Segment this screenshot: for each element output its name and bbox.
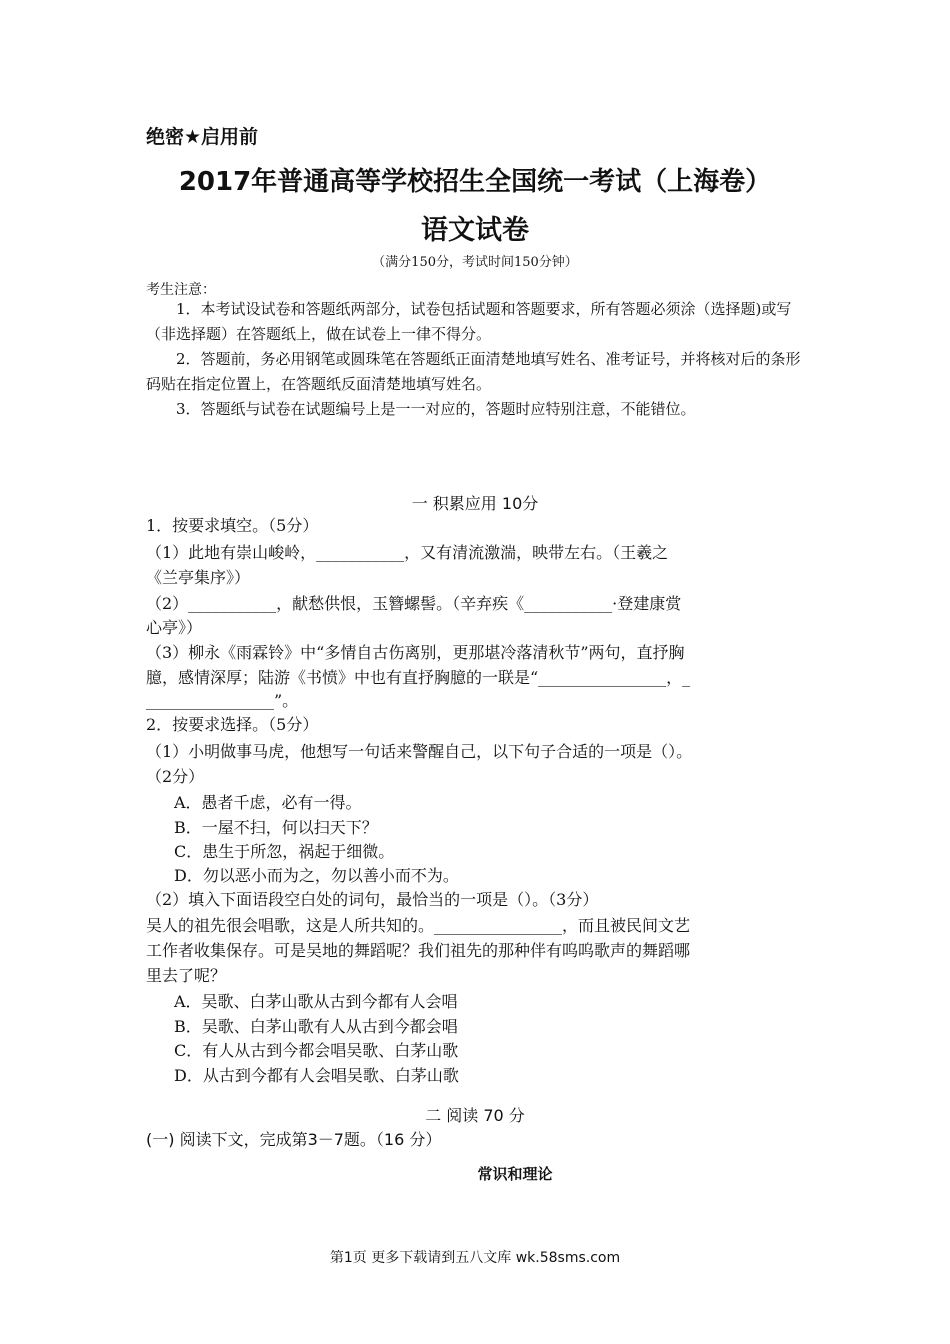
question-line: 1．按要求填空。（5分） xyxy=(146,516,319,535)
option-item: D．从古到今都有人会唱吴歌、白茅山歌 xyxy=(174,1066,459,1085)
section1-heading: 一 积累应用 10分 xyxy=(411,494,539,513)
exam-info: （满分150分，考试时间150分钟） xyxy=(372,255,578,270)
question-line: （2分） xyxy=(146,767,205,786)
option-item: A．愚者千虑，必有一得。 xyxy=(174,793,362,812)
question-line: 2．按要求选择。（5分） xyxy=(146,715,319,734)
question-line: （3）柳永《雨霖铃》中“多情自古伤离别，更那堪冷落清秋节”两句，直抒胸 xyxy=(146,643,685,662)
question-line: （1）此地有崇山峻岭，___________，又有清流激湍，映带左右。（王羲之 xyxy=(146,543,669,562)
notice-item: 3．答题纸与试卷在试题编号上是一一对应的，答题时应特别注意，不能错位。 xyxy=(176,400,696,418)
section2-heading: 二 阅读 70 分 xyxy=(425,1106,525,1125)
question-line: 臆，感情深厚；陆游《书愤》中也有直抒胸臆的一联是“________________，_ xyxy=(146,668,691,687)
option-item: D．勿以恶小而为之，勿以善小而不为。 xyxy=(174,866,459,885)
notice-item: 2．答题前，务必用钢笔或圆珠笔在答题纸正面清楚地填写姓名、准考证号，并将核对后的条形码贴在指定位置上，在答题纸反面清楚地填写姓名。 xyxy=(146,350,801,393)
question-line: 心亭》） xyxy=(146,618,203,637)
option-item: B．吴歌、白茅山歌有人从古到今都会唱 xyxy=(174,1017,458,1036)
question-line: 吴人的祖先很会唱歌，这是人所共知的。________________，而且被民间文艺 xyxy=(146,916,691,935)
option-item: C．患生于所忽，祸起于细微。 xyxy=(174,842,395,861)
option-item: C．有人从古到今都会唱吴歌、白茅山歌 xyxy=(174,1041,459,1060)
exam-title: 2017年普通高等学校招生全国统一考试（上海卷） xyxy=(178,167,772,197)
page-footer: 第1页 更多下载请到五八文库 wk.58sms.com xyxy=(329,1250,621,1266)
question-line: ________________”。 xyxy=(146,691,299,710)
exam-subtitle: 语文试卷 xyxy=(421,215,529,246)
question-line: （2）填入下面语段空白处的词句，最恰当的一项是（）。（3分） xyxy=(146,890,599,909)
question-line: 里去了呢？ xyxy=(146,966,227,985)
option-item: A．吴歌、白茅山歌从古到今都有人会唱 xyxy=(174,992,458,1011)
article-title: 常识和理论 xyxy=(477,1165,553,1183)
confidential-label: 绝密★启用前 xyxy=(146,126,259,148)
question-line: （2）___________，献愁供恨，玉簪螺髻。（辛弃疾《___________·登建康赏 xyxy=(146,594,682,613)
question-line: （1）小明做事马虎，他想写一句话来警醒自己，以下句子合适的一项是（）。 xyxy=(146,742,693,761)
question-line: 工作者收集保存。可是吴地的舞蹈呢？我们祖先的那种伴有呜呜歌声的舞蹈哪 xyxy=(146,941,691,960)
option-item: B．一屋不扫，何以扫天下？ xyxy=(174,818,378,837)
question-line: 《兰亭集序》） xyxy=(146,568,251,587)
notice-heading: 考生注意： xyxy=(146,282,216,298)
reading-part-heading: (一) 阅读下文，完成第3－7题。（16 分） xyxy=(146,1130,442,1149)
notice-item: 1．本考试设试卷和答题纸两部分，试卷包括试题和答题要求，所有答题必须涂（选择题)或写（非选择题）在答题纸上，做在试卷上一律不得分。 xyxy=(146,300,792,343)
